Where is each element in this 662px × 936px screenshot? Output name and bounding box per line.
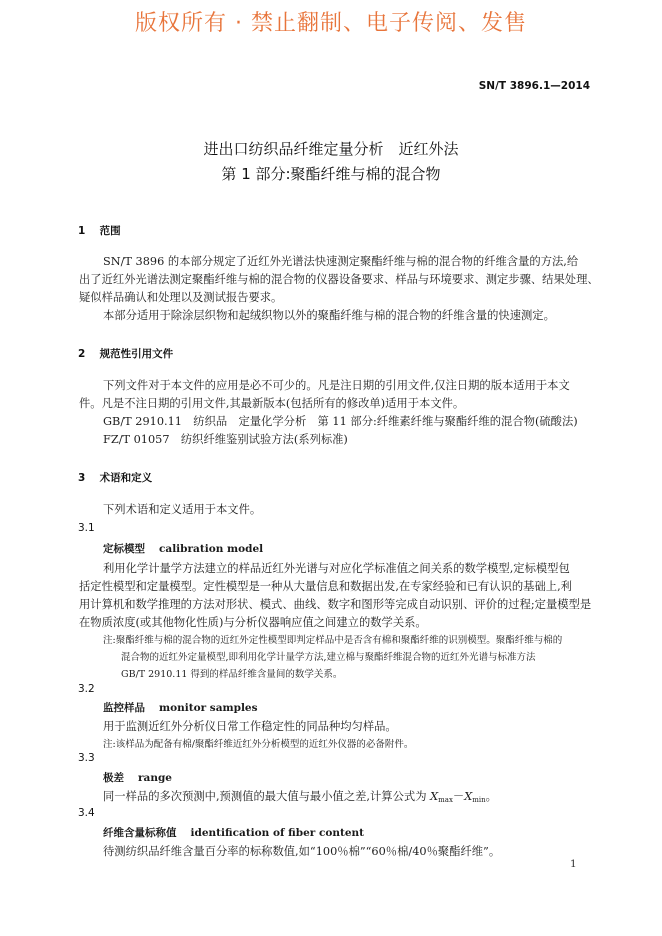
term-heading xyxy=(103,541,263,556)
normative-reference-2: FZ/T 01057 纺织纤维鉴别试验方法(系列标准) xyxy=(103,433,348,446)
formula-minus: － xyxy=(452,790,465,803)
section-number: 3 xyxy=(78,472,86,484)
term-number: 3.4 xyxy=(78,807,95,819)
normative-reference-1: GB/T 2910.11 纺织品 定量化学分析 第 11 部分:纤维素纤维与聚酯纤维的混合物(硫酸法) xyxy=(103,415,578,428)
section-title: 范围 xyxy=(99,225,121,237)
term-zh: 定标模型 xyxy=(103,543,145,555)
scope-paragraph-1-line-3: 疑似样品确认和处理以及测试报告要求。 xyxy=(79,291,283,304)
formula-sub-max: max xyxy=(438,796,453,804)
term-en: range xyxy=(138,772,172,784)
document-title: 进出口纺织品纤维定量分析 近红外法 xyxy=(203,140,459,158)
section-title: 规范性引用文件 xyxy=(99,348,174,360)
term-definition: 利用化学计量学方法建立的样品近红外光谱与对应化学标准值之间关系的数学模型,定标模型包 xyxy=(103,562,570,575)
term-heading xyxy=(103,770,172,785)
term-number: 3.3 xyxy=(78,752,95,764)
term-heading xyxy=(103,700,258,715)
normative-paragraph-line-2: 件。凡是不注日期的引用文件,其最新版本(包括所有的修改单)适用于本文件。 xyxy=(79,397,465,410)
term-en: calibration model xyxy=(159,543,264,555)
document-subtitle: 第 1 部分:聚酯纤维与棉的混合物 xyxy=(221,165,441,183)
term-zh: 纤维含量标称值 xyxy=(103,827,177,839)
formula-sub-min: min xyxy=(472,796,486,804)
term-heading xyxy=(103,825,364,840)
term-definition-line-4: 在物质浓度(或其他物化性质)与分析仪器响应值之间建立的数学关系。 xyxy=(79,616,427,629)
section-3-heading xyxy=(78,470,152,485)
term-number: 3.2 xyxy=(78,683,95,695)
term-en: monitor samples xyxy=(159,702,258,714)
term-zh: 监控样品 xyxy=(103,702,145,714)
section-number: 2 xyxy=(78,348,86,360)
page-number: 1 xyxy=(570,858,577,870)
section-number: 1 xyxy=(78,225,86,237)
term-zh: 极差 xyxy=(103,772,124,784)
term-number: 3.1 xyxy=(78,522,95,534)
document-number: SN/T 3896.1—2014 xyxy=(478,80,590,92)
term-definition xyxy=(103,788,497,809)
formula-var: X xyxy=(464,790,473,803)
section-1-heading xyxy=(78,223,121,238)
term-definition: 用于监测近红外分析仪日常工作稳定性的同品种均匀样品。 xyxy=(103,720,397,733)
watermark-banner: 版权所有 · 禁止翻制、电子传阅、发售 xyxy=(135,11,527,36)
section-2-heading xyxy=(78,346,173,361)
term-en: identification of fiber content xyxy=(190,827,365,839)
scope-paragraph-1-line-2: 出了近红外光谱法测定聚酯纤维与棉的混合物的仪器设备要求、样品与环境要求、测定步骤、结果处理、 xyxy=(79,273,599,286)
scope-paragraph-1: SN/T 3896 的本部分规定了近红外光谱法快速测定聚酯纤维与棉的混合物的纤维含量的方法,给 xyxy=(103,255,579,268)
term-definition: 待测纺织品纤维含量百分率的标称数值,如“100％棉”“60％棉/40％聚酯纤维”。 xyxy=(103,845,501,858)
term-note: 注:该样品为配备有棉/聚酯纤维近红外分析模型的近红外仪器的必备附件。 xyxy=(103,739,414,750)
term-definition-line-2: 括定性模型和定量模型。定性模型是一种从大量信息和数据出发,在专家经验和已有认识的基础上,利 xyxy=(79,580,572,593)
terms-intro: 下列术语和定义适用于本文件。 xyxy=(103,503,262,516)
formula-var: X xyxy=(430,790,439,803)
term-definition-line-3: 用计算机和数学推理的方法对形状、模式、曲线、数字和图形等完成自动识别、评价的过程;定量模型是 xyxy=(79,598,592,611)
section-title: 术语和定义 xyxy=(99,472,153,484)
term-note-line-2: 混合物的近红外定量模型,即利用化学计量学方法,建立棉与聚酯纤维混合物的近红外光谱与标准方法 xyxy=(121,652,536,663)
term-note-line-3: GB/T 2910.11 得到的样品纤维含量间的数学关系。 xyxy=(121,669,343,680)
definition-text: 同一样品的多次预测中,预测值的最大值与最小值之差,计算公式为 xyxy=(103,790,427,803)
normative-paragraph: 下列文件对于本文件的应用是必不可少的。凡是注日期的引用文件,仅注日期的版本适用于本文 xyxy=(103,379,570,392)
term-note: 注:聚酯纤维与棉的混合物的近红外定性模型即判定样品中是否含有棉和聚酯纤维的识别模型。聚酯纤维与棉的 xyxy=(103,635,563,646)
formula-end: 。 xyxy=(485,790,497,803)
scope-paragraph-2: 本部分适用于除涂层织物和起绒织物以外的聚酯纤维与棉的混合物的纤维含量的快速测定。 xyxy=(103,309,555,322)
